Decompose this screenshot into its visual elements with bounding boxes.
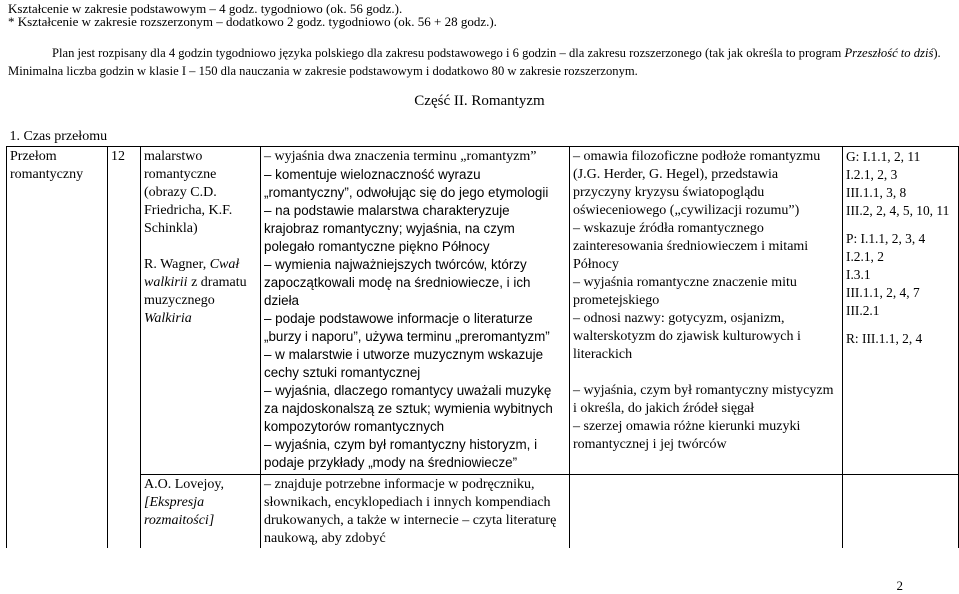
goal-item: – wskazuje źródła romantycznego zainteresowania średniowieczem i mitami Północy: [573, 220, 839, 274]
ref-line: G: I.1.1, 2, 11: [846, 149, 921, 164]
plan-text-b: ). Minimalna liczba godzin w klasie I – 150 dla nauczania w zakresie podstawowym i dodatkowo 80 w zakresie rozszerzonym.: [8, 46, 941, 78]
ref-line: I.2.1, 2: [846, 249, 884, 264]
hours-cell: 12: [108, 147, 141, 475]
goal-item: – komentuje wieloznaczność wyrazu „romantyczny”, odwołując się do jego etymologii: [264, 166, 566, 202]
goal-item: – znajduje potrzebne informacje w podręczniku, słownikach, encyklopediach i innych kompendiach drukowanych, a także w internecie – czyta literaturę naukową, aby zdobyć: [264, 476, 566, 548]
goal-item: – omawia filozoficzne podłoże romantyzmu (J.G. Herder, G. Hegel), przedstawia przyczyny kryzysu światopoglądu oświeceniowego („cywilizacji rozumu”): [573, 148, 839, 220]
ref-line: I.2.1, 2, 3: [846, 167, 898, 182]
ref-line: P: I.1.1, 2, 3, 4: [846, 231, 926, 246]
ref-line: I.3.1: [846, 267, 871, 282]
curriculum-table: [6, 128, 959, 548]
table-row: [7, 147, 959, 475]
ref-line: III.2.1: [846, 303, 880, 318]
program-title: Przeszłość to dziś: [844, 46, 934, 60]
section-title: 1. Czas przełomu: [7, 128, 959, 147]
goal-item: – wyjaśnia, czym był romantyczny mistycyzm i określa, do jakich źródeł sięgał: [573, 382, 839, 418]
ref-line: III.2, 2, 4, 5, 10, 11: [846, 203, 950, 218]
basic-goals-cell: [261, 147, 570, 475]
table-row: [7, 475, 959, 549]
goal-item: – wyjaśnia, czym był romantyczny historyzm, i podaje przykłady „mody na średniowiecze”: [264, 436, 566, 472]
ref-line: III.1.1, 3, 8: [846, 185, 907, 200]
topic-cell: Przełom romantyczny: [7, 147, 108, 475]
goal-item: – wymienia najważniejszych twórców, którzy zapoczątkowali modę na średniowiecze, i ich dzieła: [264, 256, 566, 310]
basic-goals-cell: [261, 475, 570, 549]
references-cell: [843, 147, 959, 475]
ref-line: III.1.1, 2, 4, 7: [846, 285, 920, 300]
works-cell: A.O. Lovejoy, [Ekspresja rozmaitości]: [141, 475, 261, 549]
goal-item: – odnosi nazwy: gotycyzm, osjanizm, walterskotyzm do zjawisk kulturowych i literackich: [573, 310, 839, 364]
goal-item: – na podstawie malarstwa charakteryzuje krajobraz romantyczny; wyjaśnia, na czym polegało romantyczne piękno Północy: [264, 202, 566, 256]
works-cell: malarstwo romantyczne (obrazy C.D. Friedricha, K.F. Schinkla) R. Wagner, Cwał walkirii z dramatu muzycznego Walkiria: [141, 147, 261, 475]
goal-item: – podaje podstawowe informacje o literaturze „burzy i naporu”, używa terminu „preromantyzm”: [264, 310, 566, 346]
ref-line: R: III.1.1, 2, 4: [846, 331, 923, 346]
goal-item: – wyjaśnia romantyczne znaczenie mitu prometejskiego: [573, 274, 839, 310]
page-number: 2: [896, 578, 903, 593]
intro-line-extended: * Kształcenie w zakresie rozszerzonym – dodatkowo 2 godz. tygodniowo (ok. 56 + 28 godz.).: [8, 14, 497, 29]
goal-item: – szerzej omawia różne kierunki muzyki romantycznej i jej twórców: [573, 418, 839, 454]
plan-text-a: Plan jest rozpisany dla 4 godzin tygodniowo języka polskiego dla zakresu podstawowego i 6 godzin – dla zakresu rozszerzonego (tak jak określa to program: [52, 46, 845, 60]
goal-item: – wyjaśnia dwa znaczenia terminu „romantyzm”: [264, 148, 566, 166]
intro-line-basic: Kształcenie w zakresie podstawowym – 4 godz. tygodniowo (ok. 56 godz.).: [8, 1, 403, 16]
goal-item: – w malarstwie i utworze muzycznym wskazuje cechy sztuki romantycznej: [264, 346, 566, 382]
goal-item: – wyjaśnia, dlaczego romantycy uważali muzykę za najdoskonalszą ze sztuk; wymienia wybitnych kompozytorów romantycznych: [264, 382, 566, 436]
plan-description: [8, 44, 953, 80]
section-row: [7, 128, 959, 147]
part-title: Część II. Romantyzm: [414, 93, 545, 109]
extended-goals-cell: [570, 147, 843, 475]
